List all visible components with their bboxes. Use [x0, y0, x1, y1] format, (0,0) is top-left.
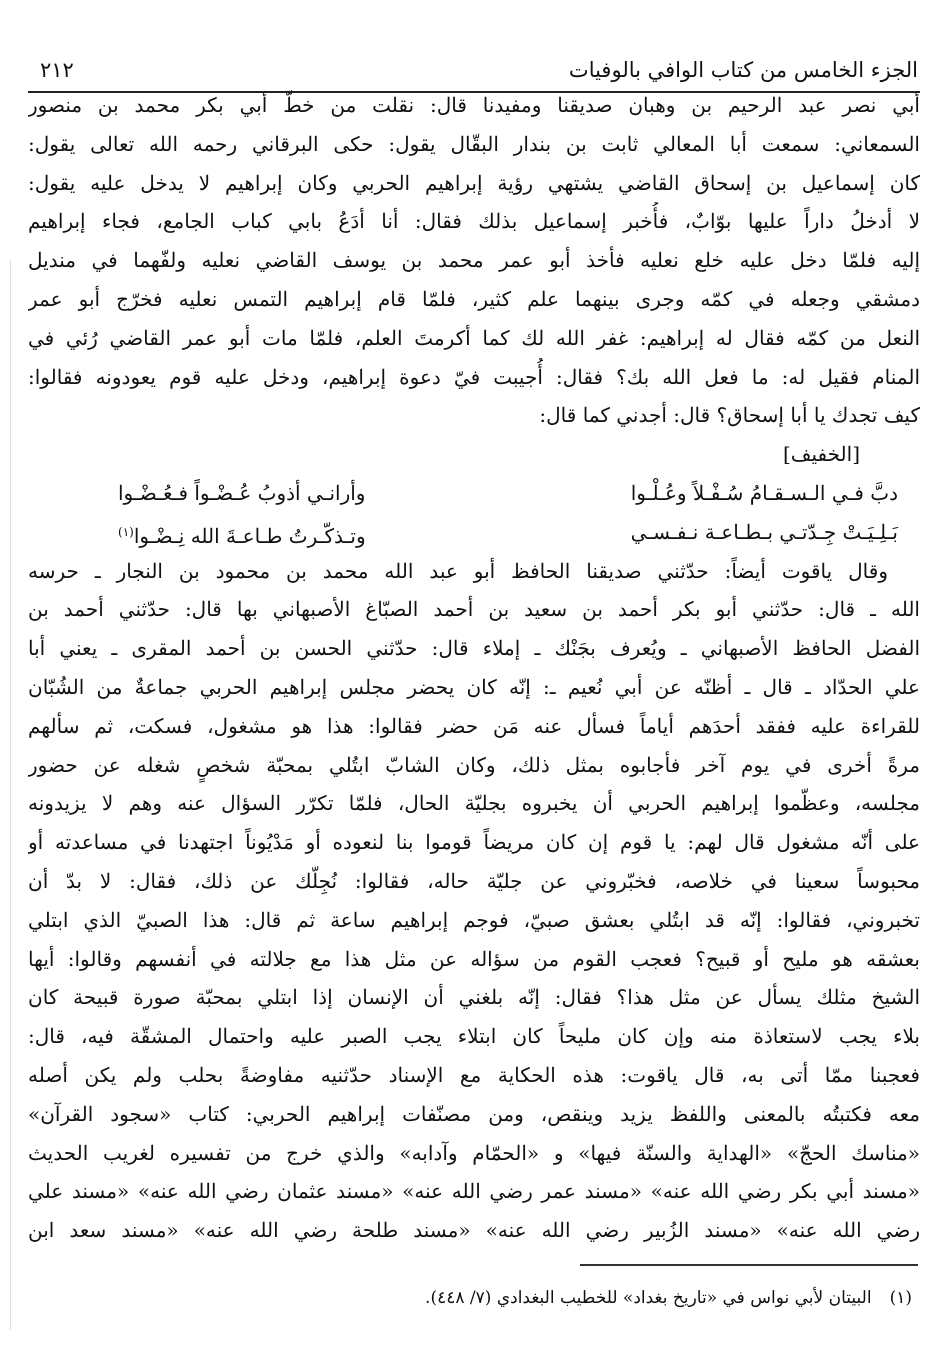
text-line: تخبروني، فقالوا: إنّه قد ابتُلي بعشق صبيّ، فوجم إبراهيم ساعة ثم قال: هذا الصبيّ الذي ابتلي [28, 907, 920, 932]
verse-second-hemistich [118, 474, 365, 513]
text-line: فعجبنا ممّا أتى به، قال ياقوت: هذه الحكاية مع الإسناد حدّثنيه مفاوضةً بحلب ولم يكن أصله [28, 1062, 920, 1087]
text-line: الشيخ مثلك يسأل عن مثل هذا؟ فقال: إنّه بلغني أن الإنسان إذا ابتلي بمحبّة صورة قبيحة كان [28, 985, 920, 1010]
text-line: كان إسماعيل بن إسحاق القاضي يشتهي رؤية إبراهيم الحربي وكان إبراهيم لا يدخل عليه يقول: [28, 170, 920, 195]
footnote-number: (١) [889, 1288, 912, 1308]
footnote-ref: (١) [118, 524, 134, 539]
poem-meter: [الخفيف] [782, 442, 860, 467]
text-line: معه فكتبتُه بالمعنى واللفظ يزيد وينقص، ومن مصنّفات إبراهيم الحربي: كتاب «سجود القرآن» [28, 1101, 920, 1126]
text-line: بعشقه هو مليح أو قبيح؟ فعجب القوم من سؤاله عن مثل هذا مع جلالته في أنفسهم وقالوا: أيها [28, 946, 920, 971]
text-line: أبي نصر عبد الرحيم بن وهبان صديقنا ومفيدنا قال: نقلت من خطّ أبي بكر محمد بن منصور [28, 93, 920, 117]
poem-verse [28, 474, 920, 513]
text-line: المنام فقيل له: ما فعل الله بك؟ فقال: أُجيبت فيّ دعوة إبراهيم، ودخل عليه قوم يعودونه فقالوا: [28, 364, 920, 389]
footnote [425, 1288, 912, 1308]
text-line: «مسند أبي بكر رضي الله عنه» «مسند عمر رضي الله عنه» «مسند عثمان رضي الله عنه» «مسند علي [28, 1179, 920, 1204]
verse-second-hemistich [118, 513, 366, 552]
text-line: الله ـ قال: حدّثني أبو بكر أحمد بن سعيد بن أحمد الصبّاغ الأصبهاني بها قال: حدّثني أحمد بن [28, 597, 920, 622]
text-line: الفضل الحافظ الأصبهاني ـ ويُعرف بجَنْك ـ إملاء قال: حدّثني الحسن بن أحمد المقرى ـ يعني أبا [28, 636, 920, 661]
text-line: علي الحدّاد ـ قال ـ أظنّه عن أبي نُعيم ـ: إنّه كان يحضر مجلس إبراهيم الحربي جماعةٌ من الشُبّان [28, 674, 920, 699]
text-line: على أنّه مشغول قال لهم: يا قوم إن كان مريضاً قوموا بنا لنعوده أو مَدْيُوناً اجتهدنا في مساعدته أو [28, 830, 920, 855]
text-line: كيف تجدك يا أبا إسحاق؟ قال: أجدني كما قال: [539, 403, 920, 428]
text-line: دمشقي وجعله في كمّه وجرى بينهما علم كثير، فلمّا قام إبراهيم التمس نعليه فخرّج أبو عمر [28, 286, 920, 311]
text-line: مجلسه، وعظّموا إبراهيم الحربي أن يخبروه بجليّة الحال، فلمّا تكرّر السؤال عنه وهم لا يزيدونه [28, 791, 920, 816]
text-line: السمعاني: سمعت أبا المعالي ثابت بن بندار البقّال يقول: حكى البرقاني رحمه الله تعالى يقول: [28, 131, 920, 156]
text-line: إليه فلمّا دخل عليه خلع نعليه فأخذ أبو عمر محمد بن يوسف القاضي نعليه ولفّهما في منديل [28, 248, 920, 273]
scan-margin-line [10, 260, 11, 1330]
text-line: مرةً أخرى في يوم آخر فأجابوه بمثل ذلك، وكان الشابّ ابتُلي بمحبّة شخصٍ شغله عن حضور [28, 752, 920, 777]
poem-verse [28, 513, 920, 552]
text-line: لا أدخلُ داراً عليها بوّابٌ، فأُخبر إسماعيل بذلك فقال: أنا أدَعُ بابي كباب الجامع، فجاء إبراهيم [28, 209, 920, 234]
text-line: النعل من كمّه فقال له إبراهيم: غفر الله لك كما أكرمتَ العلم، فلمّا مات أبو عمر القاضي رُئي في [28, 325, 920, 350]
verse-second-text: وتـذكّـرتُ طـاعـةَ الله نِـضْـوا [133, 524, 366, 549]
page-number: ٢١٢ [40, 58, 74, 82]
running-title: الجزء الخامس من كتاب الوافي بالوفيات [568, 58, 918, 82]
text-line: محبوساً سعينا في خلاصه، فخبّروني عن جليّة حاله، فقالوا: نُجِلّك عن ذلك، فقال: لا بدّ أن [28, 868, 920, 893]
page-body [28, 86, 920, 1250]
verse-first-hemistich: بَـلِـيَـتْ جِـدّتـي بـطـاعـة نـفـسـي [630, 519, 898, 544]
text-line: بلاء يجب لاستعاذة منه وإن كان مليحاً كان ابتلاء يجب الصبر عليه واحتمال المشقّة فيه، قال: [28, 1024, 920, 1049]
verse-first-hemistich: دبَّ فـي الـسـقـامُ سُـفْـلاً وعُـلْـوا [630, 480, 898, 505]
text-line: للقراءة عليه ففقد أحدَهم أياماً فسأل عنه مَن حضر فقالوا: هذا هو مشغول، فسكت، ثم سألهم [28, 713, 920, 738]
verse-second-text: وأرانـي أذوبُ عُـضْـواً فـعُـضْـوا [118, 480, 366, 505]
footnote-text: البيتان لأبي نواس في «تاريخ بغداد» للخطيب البغدادي (٧/ ٤٤٨). [425, 1288, 872, 1308]
text-line: وقال ياقوت أيضاً: حدّثني صديقنا الحافظ أبو عبد الله محمد بن محمود بن النجار ـ حرسه [28, 558, 888, 583]
text-line: «مناسك الحجّ» «الهداية والسنّة فيها» و «الحمّام وآدابه» والذي خرج من تفسيره لغريب الحديث [28, 1140, 920, 1165]
footnote-divider [580, 1264, 918, 1266]
text-line: رضي الله عنه» «مسند الزُبير رضي الله عنه» «مسند طلحة رضي الله عنه» «مسند سعد ابن [28, 1218, 920, 1243]
